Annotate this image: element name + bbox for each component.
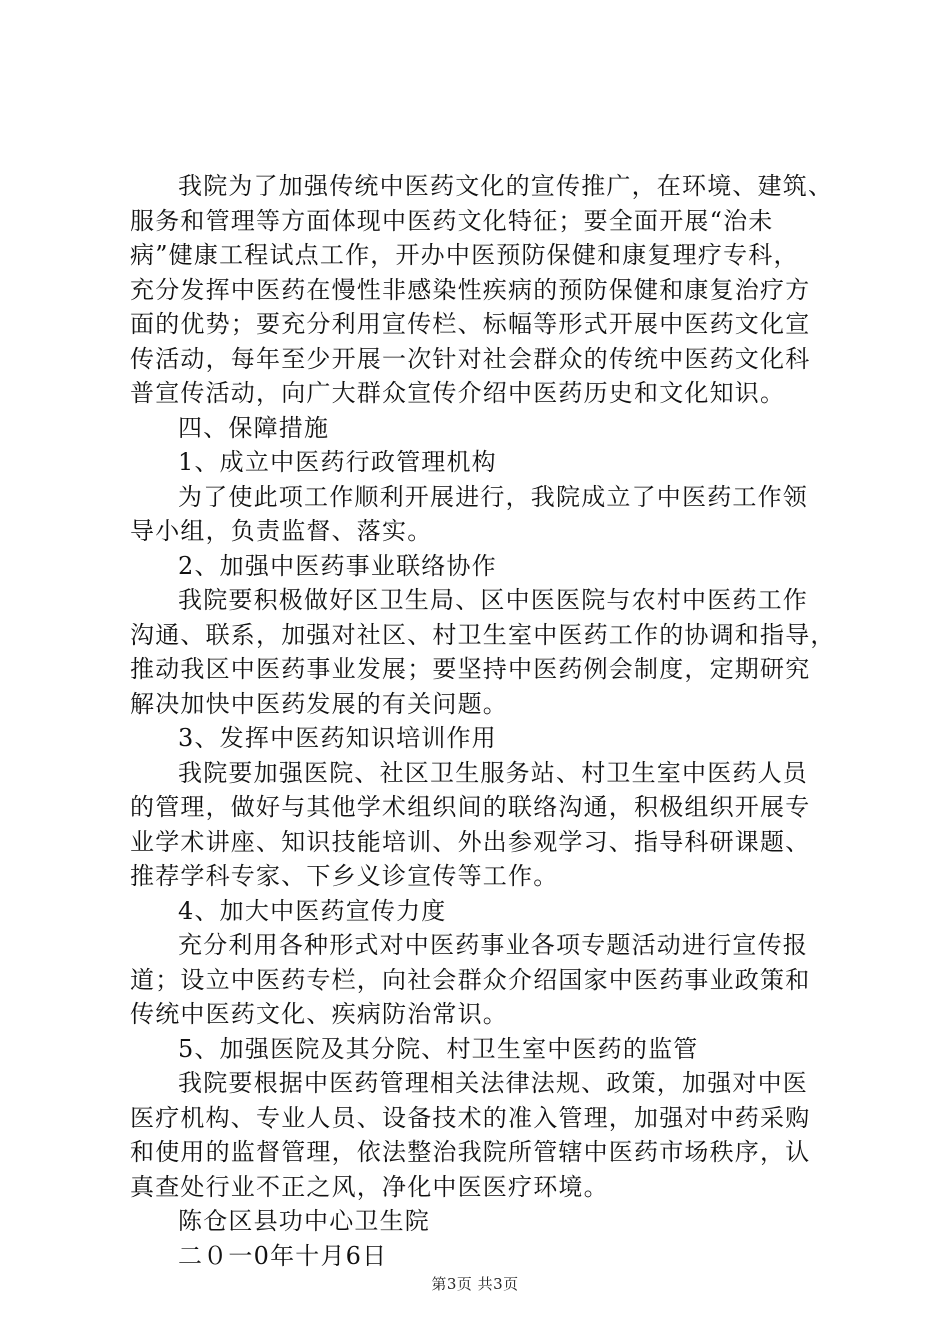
text-line: 真查处行业不正之风，净化中医医疗环境。 — [130, 1172, 609, 1201]
text-line: 业学术讲座、知识技能培训、外出参观学习、指导科研课题、 — [130, 827, 811, 856]
text-line: 我院要根据中医药管理相关法律法规、政策，加强对中医 — [178, 1069, 808, 1097]
text-line: 和使用的监督管理，依法整治我院所管辖中医药市场秩序，认 — [130, 1138, 811, 1166]
text-line: 医疗机构、专业人员、设备技术的准入管理，加强对中药采购 — [130, 1103, 811, 1132]
text-line: 传活动，每年至少开展一次针对社会群众的传统中医药文化科 — [130, 344, 811, 373]
text-line: 充分发挥中医药在慢性非感染性疾病的预防保健和康复治疗方 — [130, 275, 811, 304]
text-line: 推动我区中医药事业发展；要坚持中医药例会制度，定期研究 — [130, 655, 811, 683]
text-line: 5、加强医院及其分院、村卫生室中医药的监管 — [178, 1034, 699, 1063]
document-body — [130, 169, 835, 1273]
text-line: 2、加强中医药事业联络协作 — [178, 551, 497, 580]
text-line: 普宣传活动，向广大群众宣传介绍中医药历史和文化知识。 — [130, 379, 786, 407]
text-line: 我院要加强医院、社区卫生服务站、村卫生室中医药人员 — [178, 758, 808, 787]
text-line: 导小组，负责监督、落实。 — [130, 517, 433, 545]
text-line: 我院为了加强传统中医药文化的宣传推广，在环境、建筑、 — [178, 172, 834, 200]
text-line: 为了使此项工作顺利开展进行，我院成立了中医药工作领 — [178, 482, 808, 511]
text-line: 面的优势；要充分利用宣传栏、标幅等形式开展中医药文化宣 — [130, 310, 811, 338]
text-line: 道；设立中医药专栏，向社会群众介绍国家中医药事业政策和 — [130, 965, 811, 994]
text-line: 1、成立中医药行政管理机构 — [178, 448, 497, 476]
text-line: 服务和管理等方面体现中医药文化特征；要全面开展“治未 — [130, 206, 774, 235]
text-line: 4、加大中医药宣传力度 — [178, 896, 447, 925]
text-line: 传统中医药文化、疾病防治常识。 — [130, 1000, 508, 1028]
text-line: 充分利用各种形式对中医药事业各项专题活动进行宣传报 — [178, 931, 808, 959]
text-line: 陈仓区县功中心卫生院 — [178, 1207, 430, 1235]
text-line: 的管理，做好与其他学术组织间的联络沟通，积极组织开展专 — [130, 793, 811, 821]
text-line: 解决加快中医药发展的有关问题。 — [130, 689, 508, 718]
text-line: 3、发挥中医药知识培训作用 — [178, 724, 497, 752]
text-line: 沟通、联系，加强对社区、村卫生室中医药工作的协调和指导， — [130, 620, 836, 649]
text-line: 二０一0年十月6日 — [178, 1241, 388, 1270]
page-footer: 第3页 共3页 — [431, 1275, 519, 1293]
text-line: 推荐学科专家、下乡义诊宣传等工作。 — [130, 862, 559, 890]
text-line: 病”健康工程试点工作，开办中医预防保健和康复理疗专科， — [130, 241, 799, 269]
text-line: 我院要积极做好区卫生局、区中医医院与农村中医药工作 — [178, 586, 808, 614]
text-line: 四、保障措施 — [178, 413, 330, 442]
